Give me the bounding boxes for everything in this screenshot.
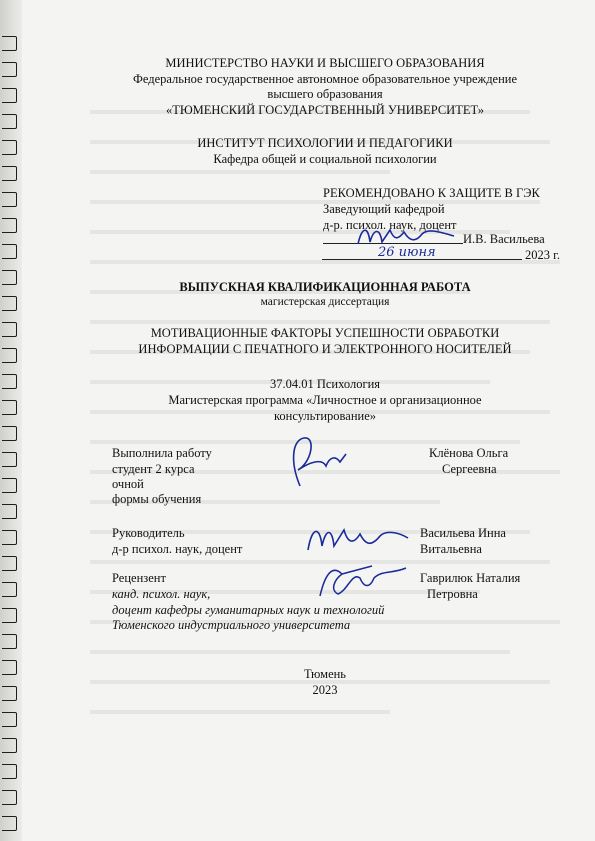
program-line-2: консультирование» [273, 409, 377, 423]
supervisor-name-2: Витальевна [420, 542, 482, 556]
year: 2023 [312, 683, 338, 697]
head-signature-icon [350, 222, 460, 250]
thesis-title-line-2: ИНФОРМАЦИИ С ПЕЧАТНОГО И ЭЛЕКТРОННОГО НОСИТЕЛЕЙ [138, 342, 512, 356]
author-name-2: Сергеевна [442, 462, 497, 476]
author-label-1: Выполнила работу [112, 446, 212, 460]
department-name: Кафедра общей и социальной психологии [213, 152, 437, 166]
program-line-1: Магистерская программа «Личностное и организационное [168, 393, 482, 407]
author-signature-icon [282, 432, 352, 490]
reviewer-name-1: Гаврилюк Наталия [420, 571, 521, 585]
reviewer-label: Рецензент [112, 571, 166, 585]
approval-position: Заведующий кафедрой [323, 202, 445, 216]
approval-degree: д-р. психол. наук, доцент [323, 218, 457, 232]
work-subtype: магистерская диссертация [260, 296, 390, 308]
reviewer-detail-3: Тюменского индустриального университета [112, 618, 351, 632]
university-name: «ТЮМЕНСКИЙ ГОСУДАРСТВЕННЫЙ УНИВЕРСИТЕТ» [165, 103, 485, 117]
institution-line-2: высшего образования [267, 87, 383, 101]
institute-name: ИНСТИТУТ ПСИХОЛОГИИ И ПЕДАГОГИКИ [197, 136, 453, 150]
institution-line-1: Федеральное государственное автономное образовательное учреждение [132, 72, 518, 86]
work-type: ВЫПУСКНАЯ КВАЛИФИКАЦИОННАЯ РАБОТА [179, 280, 471, 294]
reviewer-detail-2: доцент кафедры гуманитарных наук и технологий [112, 603, 385, 617]
supervisor-signature-icon [302, 520, 412, 556]
spiral-binding [0, 0, 22, 841]
approval-signer: И.В. Васильева [463, 232, 545, 246]
author-label-2: студент 2 курса [112, 462, 195, 476]
author-label-4: формы обучения [112, 492, 202, 506]
reviewer-detail-1: канд. психол. наук, [112, 587, 211, 601]
specialty-code: 37.04.01 Психология [269, 377, 381, 391]
handwritten-date: 26 июня [378, 245, 436, 260]
date-line [322, 259, 522, 260]
city: Тюмень [303, 667, 347, 681]
supervisor-label-2: д-р психол. наук, доцент [112, 542, 243, 556]
thesis-title-line-1: МОТИВАЦИОННЫЕ ФАКТОРЫ УСПЕШНОСТИ ОБРАБОТКИ [150, 326, 500, 340]
reviewer-signature-icon [312, 560, 412, 602]
approval-year: 2023 г. [525, 248, 560, 262]
approval-title: РЕКОМЕНДОВАНО К ЗАЩИТЕ В ГЭК [323, 186, 540, 200]
supervisor-label-1: Руководитель [112, 526, 185, 540]
reviewer-name-2: Петровна [427, 587, 478, 601]
ministry-name: МИНИСТЕРСТВО НАУКИ И ВЫСШЕГО ОБРАЗОВАНИЯ [165, 56, 485, 70]
supervisor-name-1: Васильева Инна [420, 526, 506, 540]
author-name-1: Клёнова Ольга [429, 446, 509, 460]
author-label-3: очной [112, 477, 144, 491]
